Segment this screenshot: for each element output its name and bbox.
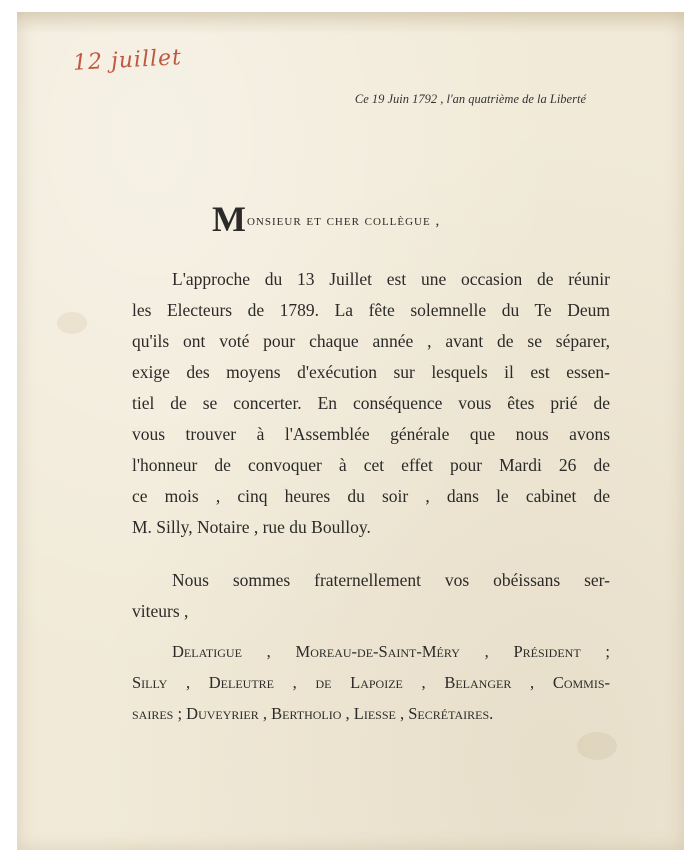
closing [132, 565, 610, 627]
body-line: les Electeurs de 1789. La fête solemnelle du Te Deum [132, 300, 610, 320]
body-line: vous trouver à l'Assemblée générale que nous avons [132, 424, 610, 444]
greeting-initial: M [212, 199, 246, 239]
greeting [212, 198, 440, 240]
letter-page [17, 12, 684, 850]
body-line: qu'ils ont voté pour chaque année , avant de se séparer, [132, 331, 610, 351]
signers-line: saires ; Duveyrier , Bertholio , Liesse , Secrétaires. [132, 704, 494, 723]
body-line: L'approche du 13 Juillet est une occasion de réunir [172, 269, 610, 289]
dateline: Ce 19 Juin 1792 , l'an quatrième de la Liberté [354, 92, 586, 106]
body-line: ce mois , cinq heures du soir , dans le cabinet de [132, 486, 610, 506]
signers-line: Silly , Deleutre , de Lapoize , Belanger , Commis- [132, 673, 610, 692]
greeting-rest: onsieur et cher collègue , [246, 213, 441, 229]
signers-line: Delatigue , Moreau-de-Saint-Méry , Président ; [172, 642, 610, 661]
body-line: l'honneur de convoquer à cet effet pour Mardi 26 de [132, 455, 610, 475]
paper-stain [57, 312, 87, 334]
letter-body [132, 264, 610, 543]
body-line: tiel de se concerter. En conséquence vous êtes prié de [132, 393, 610, 413]
handwritten-note: 12 juillet [72, 45, 183, 76]
paper-stain [577, 732, 617, 760]
body-line: M. Silly, Notaire , rue du Boulloy. [132, 517, 371, 537]
body-line: exige des moyens d'exécution sur lesquels il est essen- [132, 362, 610, 382]
signatories [132, 636, 610, 729]
closing-line: viteurs , [132, 601, 189, 621]
closing-line: Nous sommes fraternellement vos obéissans ser- [172, 570, 610, 590]
